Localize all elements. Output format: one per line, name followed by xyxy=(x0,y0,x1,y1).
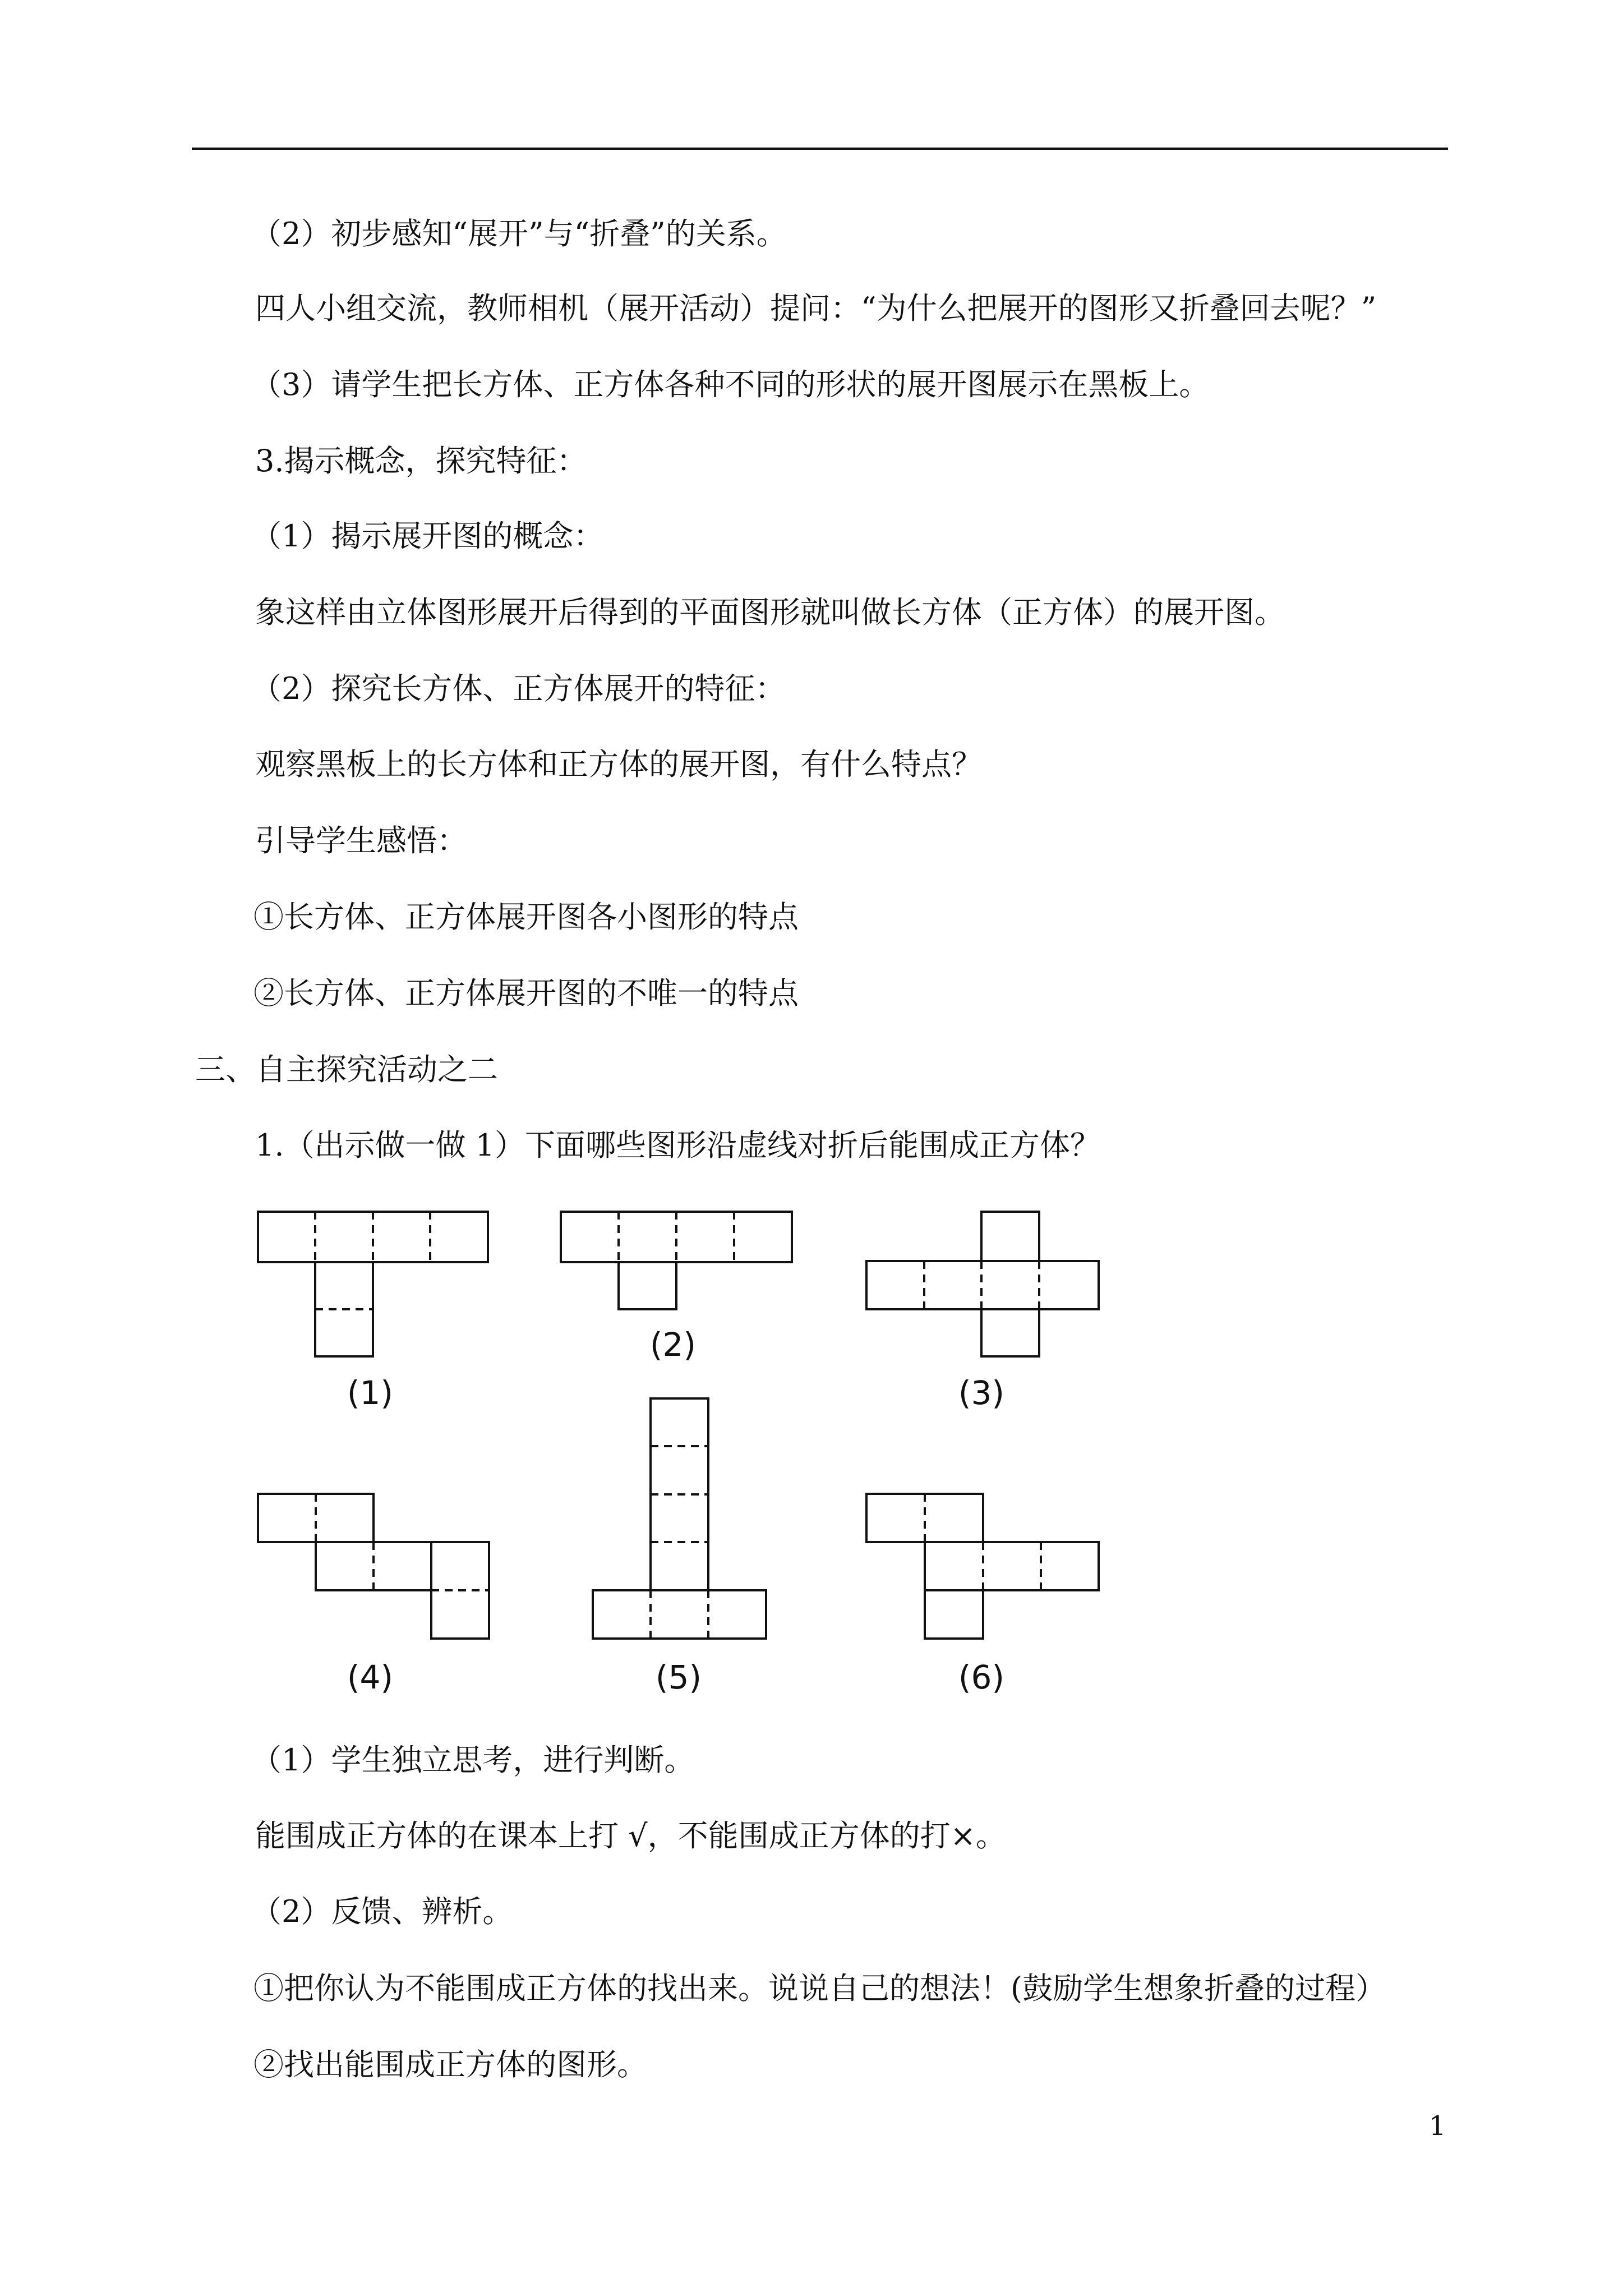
text-line: ②找出能围成正方体的图形。 xyxy=(253,2047,647,2082)
text-line: （1）学生独立思考，进行判断。 xyxy=(251,1742,695,1778)
text-line: （1）揭示展开图的概念： xyxy=(251,518,604,554)
text-line: 四人小组交流，教师相机（展开活动）提问：“为什么把展开的图形又折叠回去呢？” xyxy=(255,291,1377,326)
text-line: 3.揭示概念，探究特征： xyxy=(255,443,587,478)
text-line: ①长方体、正方体展开图各小图形的特点 xyxy=(253,899,799,935)
text-line: （2）反馈、辨析。 xyxy=(251,1894,513,1929)
text-line: 引导学生感悟： xyxy=(255,823,467,858)
figure-label: (6) xyxy=(958,1658,1005,1696)
section-heading: 三、自主探究活动之二 xyxy=(195,1052,498,1087)
text-line: 观察黑板上的长方体和正方体的展开图，有什么特点？ xyxy=(255,747,982,782)
text-line: （2）初步感知“展开”与“折叠”的关系。 xyxy=(251,216,787,251)
figure-label: (4) xyxy=(347,1658,394,1696)
text-line: ①把你认为不能围成正方体的找出来。说说自己的想法！(鼓励学生想象折叠的过程） xyxy=(253,1971,1386,2006)
text-line: 能围成正方体的在课本上打 √，不能围成正方体的打×。 xyxy=(255,1818,1006,1853)
page-number: 1 xyxy=(1429,2110,1446,2142)
figure-label: (5) xyxy=(655,1658,702,1696)
text-line: （2）探究长方体、正方体展开的特征： xyxy=(251,671,786,706)
text-line: 象这样由立体图形展开后得到的平面图形就叫做长方体（正方体）的展开图。 xyxy=(255,595,1285,630)
text-line: （3）请学生把长方体、正方体各种不同的形状的展开图展示在黑板上。 xyxy=(251,367,1210,402)
figure-label: (1) xyxy=(347,1374,394,1412)
figure-label: (3) xyxy=(958,1374,1005,1412)
figure-label: (2) xyxy=(649,1326,697,1364)
text-line: ②长方体、正方体展开图的不唯一的特点 xyxy=(253,976,799,1011)
question-line: 1.（出示做一做 1）下面哪些图形沿虚线对折后能围成正方体？ xyxy=(255,1128,1101,1163)
